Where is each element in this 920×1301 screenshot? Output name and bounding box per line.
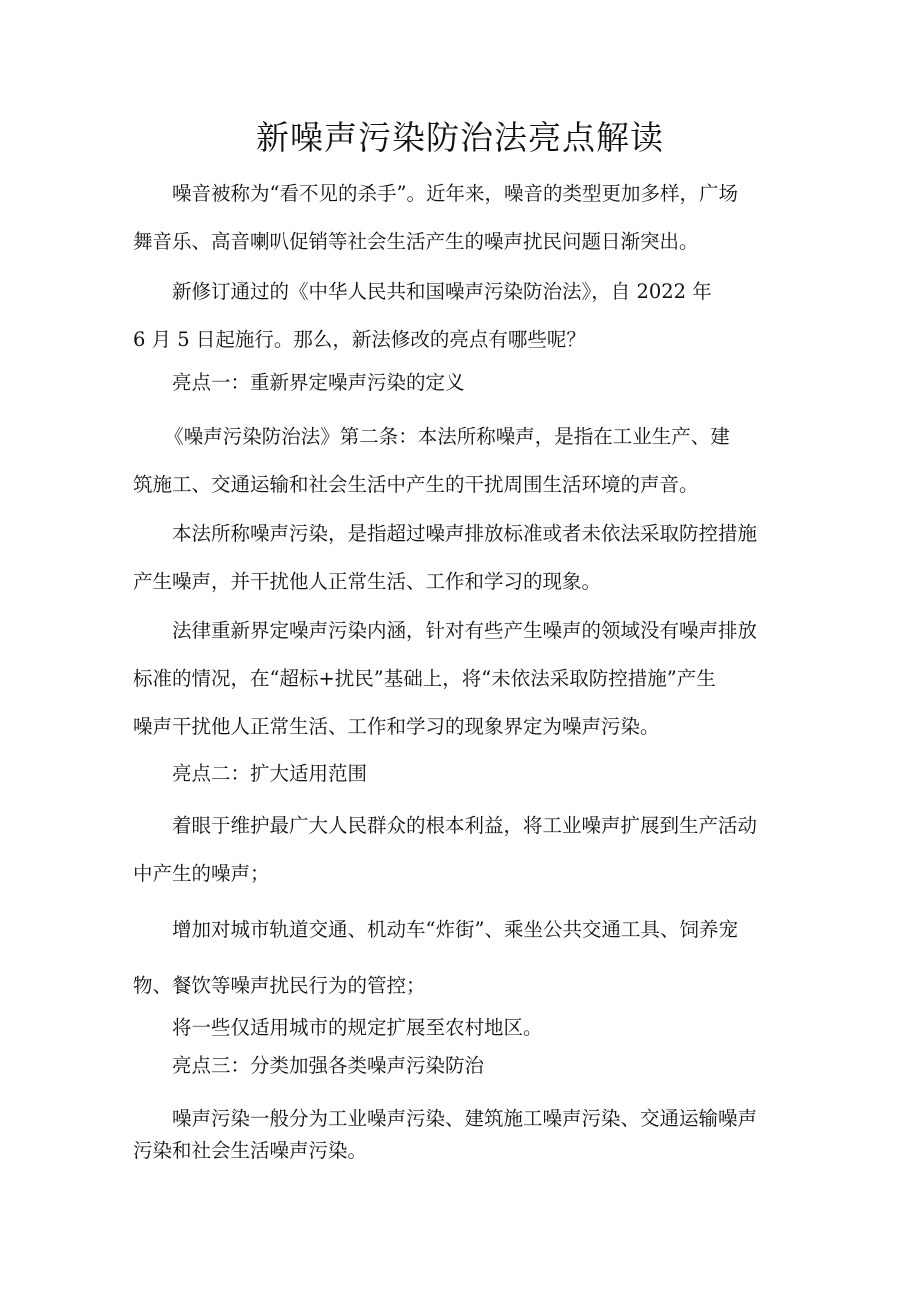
paragraph-line: 《噪声污染防治法》第二条：本法所称噪声，是指在工业生产、建 [164,425,730,448]
paragraph-rural-extension: 将一些仅适用城市的规定扩展至农村地区。 [172,1016,543,1039]
paragraph-line: 噪音被称为“看不见的杀手”。近年来，噪音的类型更加多样，广场 [172,182,738,205]
paragraph-line: 标准的情况，在“超标+扰民”基础上，将“未依法采取防控措施”产生 [133,667,716,690]
paragraph-line: 污染和社会生活噪声污染。 [133,1139,368,1162]
paragraph-noise-classification [133,1103,783,1167]
paragraph-line: 着眼于维护最广大人民群众的根本利益，将工业噪声扩展到生产活动 [172,814,758,837]
paragraph-line: 筑施工、交通运输和社会生活中产生的干扰周围生活环境的声音。 [133,473,699,496]
paragraph-line: 中产生的噪声； [133,862,270,885]
paragraph-line: 本法所称噪声污染，是指超过噪声排放标准或者未依法采取防控措施 [172,522,758,545]
highlight-three-heading: 亮点三：分类加强各类噪声污染防治 [172,1054,485,1077]
highlight-one-heading: 亮点一：重新界定噪声污染的定义 [172,371,465,394]
paragraph-industrial-noise [133,802,783,898]
paragraph-line: 噪声污染一般分为工业噪声污染、建筑施工噪声污染、交通运输噪声 [172,1107,758,1130]
paragraph-line: 物、餐饮等噪声扰民行为的管控； [133,974,426,997]
paragraph-line: 舞音乐、高音喇叭促销等社会生活产生的噪声扰民问题日渐突出。 [133,230,699,253]
paragraph-line: 产生噪声，并干扰他人正常生活、工作和学习的现象。 [133,570,602,593]
paragraph-line: 法律重新界定噪声污染内涵，针对有些产生噪声的领域没有噪声排放 [172,619,758,642]
paragraph-law-effective [133,268,783,364]
paragraph-line: 噪声干扰他人正常生活、工作和学习的现象界定为噪声污染。 [133,715,660,738]
paragraph-redefinition [133,607,783,751]
document-title: 新噪声污染防治法亮点解读 [256,118,664,157]
paragraph-article-two [133,413,783,509]
paragraph-control-scope [133,902,783,1014]
paragraph-intro [133,170,783,266]
paragraph-line: 新修订通过的《中华人民共和国噪声污染防治法》，自 2022 年 [172,280,712,303]
paragraph-line: 增加对城市轨道交通、机动车“炸街”、乘坐公共交通工具、饲养宠 [172,918,738,941]
paragraph-noise-pollution-definition [133,510,783,606]
highlight-two-heading: 亮点二：扩大适用范围 [172,762,368,785]
paragraph-line: 6 月 5 日起施行。那么，新法修改的亮点有哪些呢？ [133,328,586,351]
